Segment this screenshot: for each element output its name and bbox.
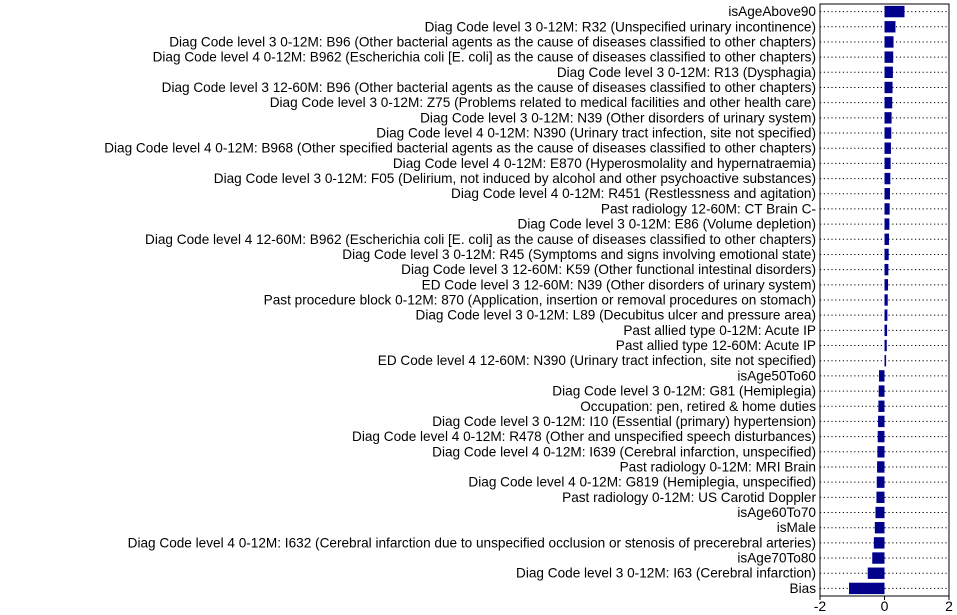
category-label: Bias [789,580,816,596]
category-label: Diag Code level 4 0-12M: N390 (Urinary tract infection, site not specified) [376,125,816,141]
category-label: Past radiology 0-12M: US Carotid Doppler [562,489,816,505]
bar [879,370,884,381]
x-tick-label: 2 [945,598,953,614]
bar [885,234,890,245]
bar [885,188,890,199]
category-label: Diag Code level 3 12-60M: K59 (Other functional intestinal disorders) [401,262,816,278]
bar [877,476,885,487]
category-label: Diag Code level 3 0-12M: B96 (Other bacterial agents as the cause of diseases classified to other chapters) [169,34,816,50]
category-label: Occupation: pen, retired & home duties [580,398,816,414]
category-label: Past radiology 12-60M: CT Brain C- [600,201,816,217]
category-label: ED Code level 3 12-60M: N39 (Other disorders of urinary system) [421,277,816,293]
category-label: Diag Code level 4 0-12M: R478 (Other and unspecified speech disturbances) [352,429,816,445]
category-label: isAgeAbove90 [728,4,816,20]
bar [879,385,885,396]
category-label: Diag Code level 4 0-12M: G819 (Hemiplegia, unspecified) [468,474,816,490]
x-tick-label: 0 [880,598,889,614]
bar [885,127,892,138]
bar [878,401,884,412]
category-label: Diag Code level 3 0-12M: F05 (Delirium, not induced by alcohol and other psychoactive substances) [213,171,816,187]
bar [885,158,891,169]
category-label: Diag Code level 3 0-12M: R13 (Dysphagia) [556,64,816,80]
category-label: Diag Code level 4 0-12M: I632 (Cerebral infarction due to unspecified occlusion or stenosis of precerebral arteries) [127,535,816,551]
category-label: Diag Code level 3 0-12M: N39 (Other disorders of urinary system) [420,110,816,126]
category-label: Diag Code level 4 12-60M: B962 (Escherichia coli [E. coli] as the cause of diseases classified to other chapters) [145,231,816,247]
bar [875,522,885,533]
bar [885,309,888,320]
bar [885,173,891,184]
category-label: isAge60To70 [737,505,816,521]
bar [885,279,889,290]
bar [878,416,884,427]
category-label: Past allied type 0-12M: Acute IP [623,322,816,338]
bar [877,461,884,472]
bar [885,97,893,108]
bar [885,51,894,62]
category-label: Diag Code level 3 0-12M: R45 (Symptoms and signs involving emotional state) [342,246,816,262]
category-label: Diag Code level 3 0-12M: I63 (Cerebral infarction) [516,565,816,581]
category-label: Diag Code level 4 0-12M: B968 (Other specified bacterial agents as the cause of diseases classified to other chapters) [104,140,816,156]
bar [849,583,884,594]
category-label: Past procedure block 0-12M: 870 (Application, insertion or removal procedures on stomach) [263,292,816,308]
bar [885,340,887,351]
bar [874,537,885,548]
category-label: Diag Code level 3 12-60M: B96 (Other bacterial agents as the cause of diseases classified to other chapters) [161,79,816,95]
bar [885,112,892,123]
bar [878,431,885,442]
category-label: isAge50To60 [737,368,816,384]
category-label: Diag Code level 4 0-12M: E870 (Hyperosmolality and hypernatraemia) [392,155,816,171]
bar [885,21,896,32]
category-label: Diag Code level 3 0-12M: L89 (Decubitus ulcer and pressure area) [415,307,816,323]
bar [885,355,887,366]
category-label: Diag Code level 4 0-12M: R451 (Restlessness and agitation) [451,186,816,202]
category-label: Diag Code level 3 0-12M: R32 (Unspecified urinary incontinence) [424,19,816,35]
category-label: Diag Code level 4 0-12M: B962 (Escherichia coli [E. coli] as the cause of diseases classified to other chapters) [152,49,816,65]
bar [885,264,889,275]
bar [885,294,888,305]
category-label: Past allied type 12-60M: Acute IP [615,338,816,354]
category-label: Diag Code level 3 0-12M: I10 (Essential (primary) hypertension) [432,413,816,429]
bar [876,492,884,503]
bar [885,203,890,214]
category-label: Diag Code level 3 0-12M: E86 (Volume depletion) [517,216,816,232]
bar [877,446,884,457]
bar [885,143,891,154]
category-label: isAge70To80 [737,550,816,566]
bar [875,507,884,518]
bar [885,67,893,78]
bar [868,568,885,579]
bar [885,82,893,93]
bar [872,552,884,563]
bar [885,249,889,260]
bar [885,325,888,336]
category-label: Past radiology 0-12M: MRI Brain [619,459,816,475]
bar [885,6,905,17]
category-label: Diag Code level 3 0-12M: G81 (Hemiplegia) [552,383,816,399]
x-tick-label: -2 [813,598,827,614]
category-label: ED Code level 4 12-60M: N390 (Urinary tract infection, site not specified) [377,353,816,369]
bar [885,218,890,229]
category-label: Diag Code level 4 0-12M: I639 (Cerebral infarction, unspecified) [432,444,816,460]
bar [885,36,894,47]
category-label: isMale [776,520,816,536]
category-label: Diag Code level 3 0-12M: Z75 (Problems related to medical facilities and other health care) [269,95,816,111]
